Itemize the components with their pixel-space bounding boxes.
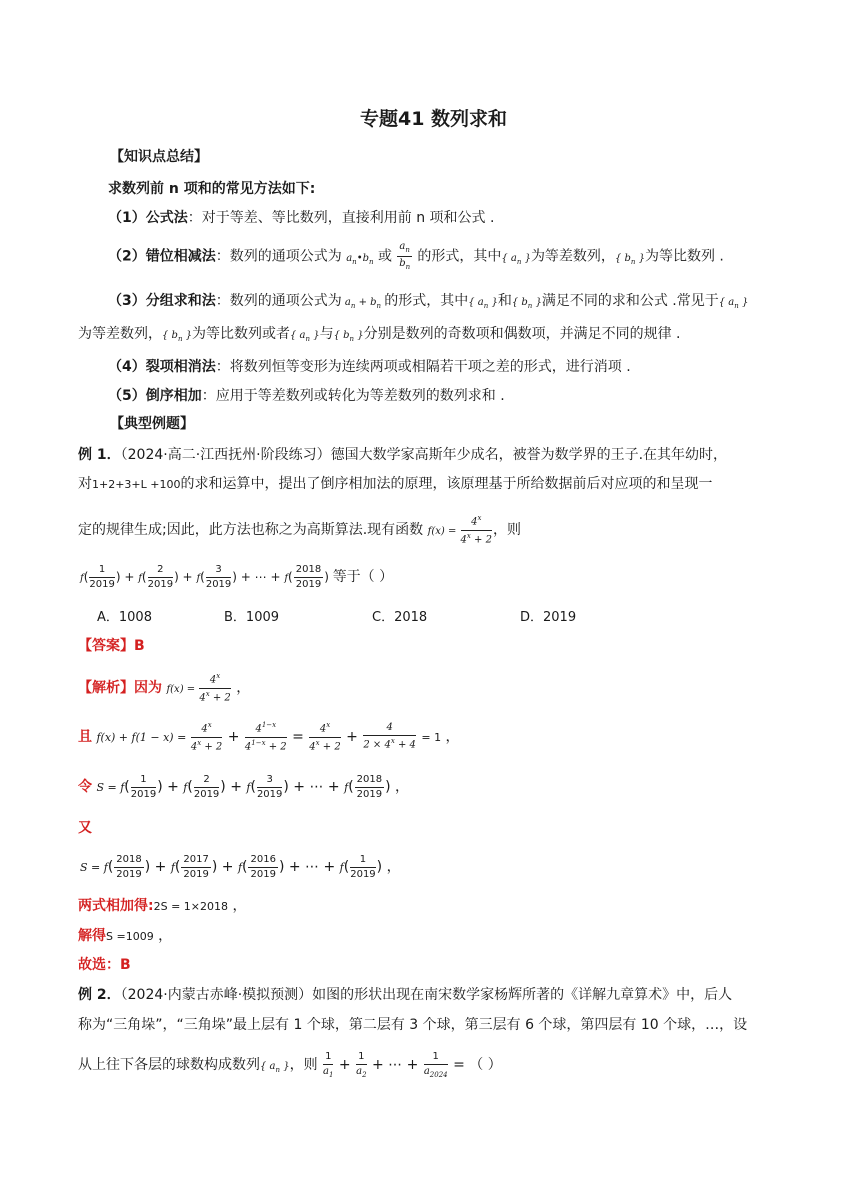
seq-an: { $a_n$ } <box>468 297 498 310</box>
answer-label: 【答案】 <box>78 638 134 654</box>
intro-text: 求数列前 n 项和的常见方法如下: <box>108 181 316 197</box>
fx-def: f(x) = <box>427 526 460 537</box>
example-2-blank: = （ ） <box>453 1057 502 1073</box>
method-2 <box>108 242 724 276</box>
seq-an: { $a_n$ } <box>290 330 320 343</box>
method-4-label: （4）裂项相消法 <box>108 359 216 375</box>
step-let: 令 S = f( $\frac{1}{2019}$ ) + f( $\frac{2}{2019}$ ) + f( $\frac{3}{2019}$ ) + ⋯ + f( $\frac{2018}{2019}$ ) ， <box>78 773 410 800</box>
method-2-label: （2）错位相减法 <box>108 248 216 265</box>
choose-line: 故选：B <box>78 957 131 973</box>
frac-4x: $\frac{4^x}{4^x + 2}$ <box>460 514 492 545</box>
example-2-line3-a: 从上往下各层的球数构成数列 <box>78 1057 260 1073</box>
example-2-line-1 <box>78 985 732 1005</box>
section-examples-heading: 【典型例题】 <box>110 416 194 432</box>
example-1-source: （2024·高二·江西抚州·阶段练习）德国大数学家高斯年少成名，被誉为数学界的王子.在其年幼时， <box>120 447 728 463</box>
example-1-line-2 <box>78 474 712 495</box>
section-knowledge-heading: 【知识点总结】 <box>110 149 208 165</box>
step-again: 又 <box>78 820 92 836</box>
example-2-line3-b: ，则 <box>289 1057 318 1073</box>
method-1 <box>108 208 494 228</box>
method-4 <box>108 357 631 377</box>
seq-bn: { $b_n$ } <box>162 330 193 343</box>
method-3-line-1 <box>108 291 748 316</box>
text-dui: 对 <box>78 476 92 492</box>
expr-s-value: S =1009 <box>106 930 154 943</box>
step-and: 且 f(x) + f(1 − x) = $\frac{4^x}{4^x + 2}$ + $\frac{4^{1-x}}{4^{1-x} + 2}$ = $\frac{4^x}{4^x + 2}$ + $\frac{4}{2 \times 4^x + 4}$ = 1 ， <box>78 721 460 752</box>
method-3-text-a: ：数列的通项公式为 <box>215 293 342 309</box>
method-3-line2-b: 为等比数列或者 <box>192 326 291 342</box>
answer-value: B <box>134 638 145 654</box>
step-solve: 解得S =1009 ， <box>78 928 173 944</box>
sum-expression: 1+2+3+L +100 <box>92 478 181 491</box>
method-3-text-b: 的形式，其中 <box>384 293 469 309</box>
label-let: 令 <box>78 779 92 795</box>
example-2-label: 例 2． <box>78 987 121 1003</box>
example-1-label: 例 1． <box>78 447 121 463</box>
method-4-text: ：将数列恒等变形为连续两项或相隔若干项之差的形式，进行消项 . <box>215 359 631 375</box>
expr-an-plus-bn: $a_n + b_n$ <box>341 297 382 310</box>
method-5 <box>108 386 505 406</box>
answer-line <box>78 636 145 656</box>
method-2-text-d: 为等差数列， <box>530 248 615 265</box>
seq-bn: { $b_n$ } <box>511 297 542 310</box>
expr-an-bn: $a_n•b_n$ <box>346 252 374 266</box>
option-c[interactable]: C．2018 <box>372 610 428 625</box>
option-d[interactable]: D．2019 <box>520 610 577 625</box>
seq-bn: { $b_n$ } <box>614 252 645 266</box>
example-1-line-3 <box>78 512 521 550</box>
method-5-label: （5）倒序相加 <box>108 388 202 404</box>
method-3-line2-a: 为等差数列， <box>78 326 162 342</box>
method-3-label: （3）分组求和法 <box>108 293 216 309</box>
method-2-text-c: 的形式，其中 <box>417 248 502 265</box>
method-2-text-b: 或 <box>377 248 392 265</box>
equals-blank: 等于（ ） <box>332 569 394 585</box>
method-3-line2-d: 分别是数列的奇数项和偶数项，并满足不同的规律 . <box>363 326 681 342</box>
method-5-text: ：应用于等差数列或转化为等差数列的数列求和 . <box>201 388 505 404</box>
option-b[interactable]: B．1009 <box>224 610 280 625</box>
example-1-sum: f( $\frac{1}{2019}$ ) + f( $\frac{2}{2019}$ ) + f( $\frac{3}{2019}$ ) + ⋯ + f( $\frac{2018}{2019}$ ) 等于（ ） <box>80 564 394 590</box>
analysis-line: 【解析】因为 f(x) = $\frac{4^x}{4^x + 2}$ ， <box>78 672 251 703</box>
example-2-source: （2024·内蒙古赤峰·模拟预测）如图的形状出现在南宋数学家杨辉所著的《详解九章算术》中，后人 <box>120 987 733 1003</box>
label-and: 且 <box>78 729 92 745</box>
seq-an: { $a_n$ } <box>260 1061 290 1074</box>
option-a[interactable]: A．1008 <box>97 610 152 625</box>
step-s-reverse: S = f( $\frac{2018}{2019}$ ) + f( $\frac{2017}{2019}$ ) + f( $\frac{2016}{2019}$ ) + ⋯ + f( $\frac{1}{2019}$ ) ， <box>80 853 401 880</box>
label-solve: 解得 <box>78 928 106 944</box>
text-ze: ，则 <box>492 522 521 538</box>
method-3-text-c: 和 <box>497 293 512 309</box>
analysis-label: 【解析】因为 <box>78 680 162 696</box>
method-3-text-d: 满足不同的求和公式 .常见于 <box>541 293 719 309</box>
method-1-label: （1）公式法 <box>108 210 188 226</box>
example-1-line-1 <box>78 445 727 465</box>
example-2-line-2: 称为“三角垛”，“三角垛”最上层有 1 个球，第二层有 3 个球，第三层有 6 个球，第四层有 10 个球，…，设 <box>78 1017 748 1033</box>
example-1-line3-text: 定的规律生成;因此，此方法也称之为高斯算法.现有函数 <box>78 522 424 538</box>
example-1-line2-text: 的求和运算中，提出了倒序相加法的原理，该原理基于所给数据前后对应项的和呈现一 <box>180 476 713 492</box>
method-3-line2-c: 与 <box>319 326 334 342</box>
method-2-text-a: ：数列的通项公式为 <box>215 248 342 265</box>
expr-2s: 2S = 1×2018 <box>153 900 229 913</box>
step-add: 两式相加得:2S = 1×2018 ， <box>78 898 247 914</box>
method-2-text-e: 为等比数列 . <box>644 248 724 265</box>
seq-bn: { $b_n$ } <box>333 330 364 343</box>
seq-an: { $a_n$ } <box>718 297 749 310</box>
method-1-text: ：对于等差、等比数列，直接利用前 n 项和公式 . <box>187 210 495 226</box>
example-2-line-3: 从上往下各层的球数构成数列{ $a_n$ }，则 $\frac{1}{a_1}$ + $\frac{1}{a_2}$ + ⋯ + $\frac{1}{a_{2024}}$ = （ ） <box>78 1050 502 1079</box>
method-3-line-2 <box>78 324 681 349</box>
label-add: 两式相加得: <box>78 898 154 914</box>
frac-an-bn: $\frac{a_n}{b_n}$ <box>399 241 411 271</box>
seq-an: { $a_n$ } <box>501 252 531 266</box>
page-title: 专题41 数列求和 <box>360 108 508 130</box>
